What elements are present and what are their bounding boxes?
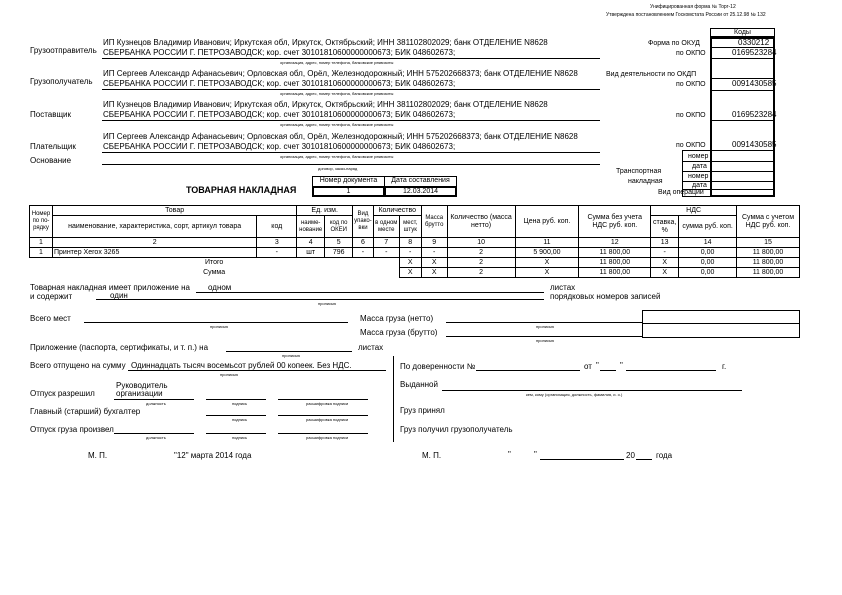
transport-number-label: номер [688, 173, 709, 180]
records-label: порядковых номеров записей [550, 292, 661, 301]
row-unit-name: шт [297, 248, 325, 258]
th-goods-name: наименование, характеристика, сорт, артикул товара [52, 216, 256, 238]
signatures-divider [393, 356, 394, 442]
consignee-label: Грузополучатель [30, 77, 93, 86]
stamp-right: М. П. [422, 451, 442, 460]
consignee-okpo-label: по ОКПО [676, 81, 706, 88]
th-vat: НДС [651, 206, 737, 216]
contains-hint: прописью [318, 301, 337, 306]
received-label: Груз принял [400, 406, 445, 415]
codes-title: Коды [710, 28, 775, 37]
basis-number-label: номер [688, 153, 709, 160]
col-number-14: 14 [679, 238, 737, 248]
date-right-goda: года [656, 451, 673, 460]
annex-hint: прописью [282, 353, 301, 358]
row-unit-code: 796 [325, 248, 353, 258]
doc-date-value: 12.03.2014 [384, 186, 457, 197]
poa-year-suffix: г. [722, 362, 727, 371]
transport-date-label: дата [692, 182, 707, 189]
th-unit: Ед. изм. [297, 206, 353, 216]
summa-count: X [399, 268, 421, 278]
itogo-count: X [399, 258, 421, 268]
summa-row [30, 268, 800, 278]
row-goods-code: - [257, 248, 297, 258]
col-number-9: 9 [421, 238, 447, 248]
chief-accountant-label: Главный (старший) бухгалтер [30, 407, 141, 416]
summa-price: X [515, 268, 579, 278]
supplier-line-2: СБЕРБАНКА РОССИИ Г. ПЕТРОЗАВОДСК; кор. счет 30101810600000000673; БИК 048602673; [103, 110, 456, 119]
release-position: Руководитель организации [116, 381, 168, 398]
date-right-quote-open: " [508, 450, 511, 459]
col-number-11: 11 [515, 238, 579, 248]
supplier-okpo-label: по ОКПО [676, 112, 706, 119]
payer-line-1: ИП Сергеев Александр Афанасьевич; Орловская обл, Орёл, Железнодорожный; ИНН 575202668373; банк ОТДЕЛЕНИЕ N8628 [103, 132, 578, 141]
places-label: Всего мест [30, 314, 71, 323]
annex-sheets: листах [358, 343, 384, 352]
annex-label: Приложение (паспорта, сертификаты, и т. п.) на [30, 343, 209, 352]
released-decoding-hint: расшифровка подписи [306, 435, 349, 440]
date-right-year: 20 [626, 451, 635, 460]
row-vat-rate: - [651, 248, 679, 258]
consignee-line-2: СБЕРБАНКА РОССИИ Г. ПЕТРОЗАВОДСК; кор. счет 30101810600000000673; БИК 048602673; [103, 79, 456, 88]
summa-vat-sum: 0,00 [679, 268, 737, 278]
payer-hint: организация, адрес, номер телефона, банковские реквизиты [280, 154, 394, 159]
received-consignee-label: Груз получил грузополучатель [400, 425, 513, 434]
th-qty: Количество [373, 206, 421, 216]
contains-label: и содержит [30, 292, 73, 301]
operation-label: Вид операции [658, 189, 704, 196]
gross-hint: прописью [536, 338, 555, 343]
poa-from: от [584, 362, 592, 371]
itogo-net: 2 [447, 258, 515, 268]
basis-subframe [682, 150, 711, 197]
payer-okpo-label: по ОКПО [676, 142, 706, 149]
col-number-6: 6 [353, 238, 374, 248]
row-qty-count: - [399, 248, 421, 258]
supplier-okpo-value: 0169523284 [732, 110, 777, 119]
row-sum-vat: 11 800,00 [737, 248, 800, 258]
row-pack: - [353, 248, 374, 258]
col-number-5: 5 [325, 238, 353, 248]
okpo-value: 0169523284 [732, 48, 777, 57]
net-label: Масса груза (нетто) [360, 314, 434, 323]
shipper-hint: организация, адрес, номер телефона, банковские реквизиты [280, 60, 394, 65]
mass-box [642, 310, 800, 338]
row-gross: - [421, 248, 447, 258]
total-hint: прописью [220, 372, 239, 377]
itogo-price: X [515, 258, 579, 268]
row-qty-place: - [373, 248, 399, 258]
released-by-label: Отпуск груза произвел [30, 425, 114, 434]
gross-label: Масса груза (брутто) [360, 328, 438, 337]
table-row [30, 248, 800, 258]
row-vat-sum: 0,00 [679, 248, 737, 258]
attach-label: Товарная накладная имеет приложение на [30, 283, 190, 292]
okud-value: 0330212 [738, 38, 770, 47]
th-goods-code: код [257, 216, 297, 238]
th-sum-vat: Сумма с учетом НДС руб. коп. [737, 206, 800, 238]
th-vat-sum: сумма руб. коп. [679, 216, 737, 238]
row-number: 1 [30, 248, 53, 258]
col-number-4: 4 [297, 238, 325, 248]
released-signature-hint: подпись [232, 435, 248, 440]
col-number-13: 13 [651, 238, 679, 248]
itogo-vat-rate: X [651, 258, 679, 268]
th-qty-count: мест, штук [399, 216, 421, 238]
summa-label: Сумма [30, 268, 400, 278]
th-number: Номер по по-рядку [30, 206, 53, 238]
row-sum-novat: 11 800,00 [579, 248, 651, 258]
consignee-okpo-value: 0091430585 [732, 79, 777, 88]
summa-vat-rate: X [651, 268, 679, 278]
supplier-line-1: ИП Кузнецов Владимир Иванович; Иркутская обл, Иркутск, Октябрьский; ИНН 381102802029; банк ОТДЕЛЕНИЕ N8628 [103, 100, 548, 109]
itogo-row [30, 258, 800, 268]
shipper-line-2: СБЕРБАНКА РОССИИ Г. ПЕТРОЗАВОДСК; кор. счет 30101810600000000673; БИК 048602673; [103, 48, 456, 57]
accountant-signature-hint: подпись [232, 417, 248, 422]
released-position-hint: должность [146, 435, 166, 440]
supplier-label: Поставщик [30, 110, 72, 119]
poa-quote-close: " [620, 361, 623, 370]
release-position-hint: должность [146, 401, 166, 406]
col-number-1: 1 [30, 238, 53, 248]
th-gross: Масса брутто [421, 206, 447, 238]
basis-label: Основание [30, 156, 72, 165]
transport-label-1: Транспортная [616, 168, 662, 175]
form-name: Унифицированная форма № Торг-12 [650, 4, 736, 10]
poa-quote-open: " [596, 361, 599, 370]
release-signature-hint: подпись [232, 401, 248, 406]
th-price: Цена руб. коп. [515, 206, 579, 238]
col-number-12: 12 [579, 238, 651, 248]
approval-text: Утверждена постановлением Госкомстата России от 25.12.98 № 132 [606, 12, 766, 18]
attach-sheets: листах [550, 283, 576, 292]
supplier-hint: организация, адрес, номер телефона, банковские реквизиты [280, 122, 394, 127]
transport-label-2: накладная [628, 178, 663, 185]
poa-label: По доверенности № [400, 362, 476, 371]
places-hint: прописью [210, 324, 229, 329]
okud-label: Форма по ОКУД [648, 40, 700, 47]
col-number-2: 2 [52, 238, 256, 248]
th-net: Количество (масса нетто) [447, 206, 515, 238]
basis-hint: договор, заказ-наряд [318, 166, 358, 171]
itogo-gross: X [421, 258, 447, 268]
date-left: "12" марта 2014 года [174, 451, 252, 460]
col-number-8: 8 [399, 238, 421, 248]
payer-line-2: СБЕРБАНКА РОССИИ Г. ПЕТРОЗАВОДСК; кор. счет 30101810600000000673; БИК 048602673; [103, 142, 456, 151]
col-number-7: 7 [373, 238, 399, 248]
total-label: Всего отпущено на сумму [30, 361, 126, 370]
consignee-line-1: ИП Сергеев Александр Афанасьевич; Орловская обл, Орёл, Железнодорожный; ИНН 575202668373; банк ОТДЕЛЕНИЕ N8628 [103, 69, 578, 78]
payer-okpo-value: 0091430585 [732, 140, 777, 149]
th-qty-place: в одном месте [373, 216, 399, 238]
summa-sum-novat: 11 800,00 [579, 268, 651, 278]
th-unit-name: наиме-нование [297, 216, 325, 238]
row-net: 2 [447, 248, 515, 258]
doc-number-header: Номер документа [312, 176, 385, 187]
summa-gross: X [421, 268, 447, 278]
shipper-line-1: ИП Кузнецов Владимир Иванович; Иркутская обл, Иркутск, Октябрьский; ИНН 381102802029; банк ОТДЕЛЕНИЕ N8628 [103, 38, 548, 47]
th-goods: Товар [52, 206, 296, 216]
consignee-hint: организация, адрес, номер телефона, банковские реквизиты [280, 91, 394, 96]
doc-number-value: 1 [312, 186, 385, 197]
payer-label: Плательщик [30, 142, 76, 151]
summa-net: 2 [447, 268, 515, 278]
row-price: 5 900,00 [515, 248, 579, 258]
okdp-label: Вид деятельности по ОКДП [606, 71, 697, 78]
th-unit-code: код по ОКЕИ [325, 216, 353, 238]
itogo-sum-novat: 11 800,00 [579, 258, 651, 268]
okpo-label: по ОКПО [676, 50, 706, 57]
net-hint: прописью [536, 324, 555, 329]
goods-table [29, 205, 800, 278]
col-number-10: 10 [447, 238, 515, 248]
col-number-15: 15 [737, 238, 800, 248]
th-vat-rate: ставка, % [651, 216, 679, 238]
itogo-sum-vat: 11 800,00 [737, 258, 800, 268]
release-decoding-hint: расшифровка подписи [306, 401, 349, 406]
attach-pages: одном [208, 283, 232, 292]
date-right-quote-close: " [534, 450, 537, 459]
shipper-label: Грузоотправитель [30, 46, 97, 55]
th-pack: Вид упако-вки [353, 206, 374, 238]
accountant-decoding-hint: расшифровка подписи [306, 417, 349, 422]
stamp-left: М. П. [88, 451, 108, 460]
contains-value: один [110, 291, 128, 300]
release-allowed-label: Отпуск разрешил [30, 389, 95, 398]
col-number-3: 3 [257, 238, 297, 248]
itogo-vat-sum: 0,00 [679, 258, 737, 268]
summa-sum-vat: 11 800,00 [737, 268, 800, 278]
issued-hint: кем, кому (организация, должность, фамилия, и. о.) [526, 392, 623, 397]
doc-date-header: Дата составления [384, 176, 457, 187]
document-title: ТОВАРНАЯ НАКЛАДНАЯ [186, 185, 297, 195]
itogo-label: Итого [30, 258, 400, 268]
basis-date-label: дата [692, 163, 707, 170]
row-goods-name: Принтер Xerox 3265 [52, 248, 256, 258]
th-sum-novat: Сумма без учета НДС руб. коп. [579, 206, 651, 238]
total-value: Одиннадцать тысяч восемьсот рублей 00 копеек. Без НДС. [131, 361, 352, 370]
issued-label: Выданной [400, 380, 438, 389]
